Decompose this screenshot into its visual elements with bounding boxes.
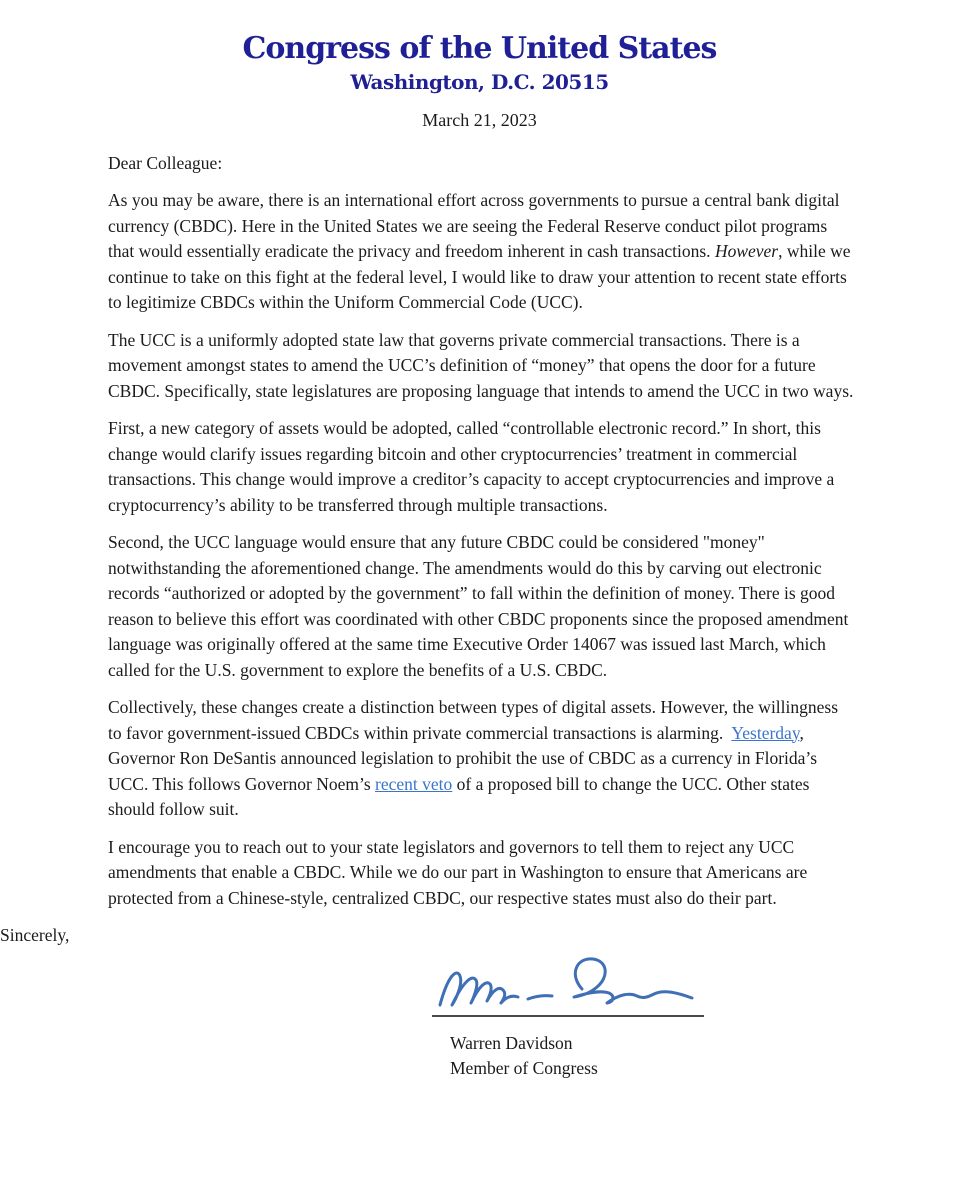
paragraph-4 [108,530,856,683]
letterhead [0,0,959,94]
signature-ink-icon [432,953,702,1015]
yesterday-link[interactable]: Yesterday [731,722,800,743]
paragraph-6 [108,835,856,912]
text-run: Second, the UCC language would ensure that any future CBDC could be considered "money" notwithstanding the aforementioned change. The amendments would do this by carving out electronic records “authorized or adopted by the government” to fall within the definition of money. There is good reason to believe this effort was coordinated with other CBDC proponents since the proposed amendment language was originally offered at the same time Executive Order 14067 was issued last March, which called for the U.S. government to explore the benefits of a U.S. CBDC. [108,532,853,680]
text-run: I encourage you to reach out to your state legislators and governors to tell them to reject any UCC amendments that enable a CBDC. While we do our part in Washington to ensure that Americans are protected from a Chinese-style, centralized CBDC, our respective states must also do their part. [108,836,812,908]
signer-name: Warren Davidson [450,1032,573,1053]
letter-date: March 21, 2023 [422,109,537,130]
text-run: , while we continue to take on this fight at the federal level, I would like to draw your attention to recent state efforts to legitimize CBDCs within the Uniform Commercial Code (UCC). [108,241,855,312]
sign-off: Sincerely, [0,925,70,945]
letterhead-address: Washington, D.C. 20515 [350,69,609,94]
text-run: Collectively, these changes create a distinction between types of digital assets. However, the willingness to favor government-issued CBDCs within private commercial transactions is alarming. [108,697,843,743]
paragraph-2 [108,328,856,405]
paragraph-5 [108,695,856,823]
text-run: of a proposed bill to change the UCC. Other states should follow suit. [108,773,814,819]
text-run: , Governor Ron DeSantis announced legislation to prohibit the use of CBDC as a currency in Florida’s UCC. This follows Governor Noem’s [108,722,822,794]
text-run: As you may be aware, there is an international effort across governments to pursue a central bank digital currency (CBDC). Here in the United States we are seeing the Federal Reserve conduct pilot programs that would essentially eradicate the privacy and freedom inherent in cash transactions. [108,190,844,261]
salutation: Dear Colleague: [108,152,223,173]
handwritten-signature [432,953,704,1017]
recent-veto-link[interactable]: recent veto [375,773,453,794]
signer-title: Member of Congress [450,1058,598,1078]
paragraph-1 [108,188,856,316]
text-run: First, a new category of assets would be adopted, called “controllable electronic record.” In short, this change would clarify issues regarding bitcoin and other cryptocurrencies’ treatment in commercial transactions. This change would improve a creditor’s capacity to accept cryptocurrencies and improve a cryptocurrency’s ability to be transferred through multiple transactions. [108,418,839,515]
paragraph-3 [108,416,856,518]
text-run: The UCC is a uniformly adopted state law that governs private commercial transactions. There is a movement amongst states to amend the UCC’s definition of “money” that opens the door for a future CBDC. Specifically, state legislatures are proposing language that intends to amend the UCC in two ways. [108,329,854,401]
italic-run-however: However [714,241,779,261]
letter-body [108,151,856,912]
letterhead-org-name: Congress of the United States [242,31,717,66]
